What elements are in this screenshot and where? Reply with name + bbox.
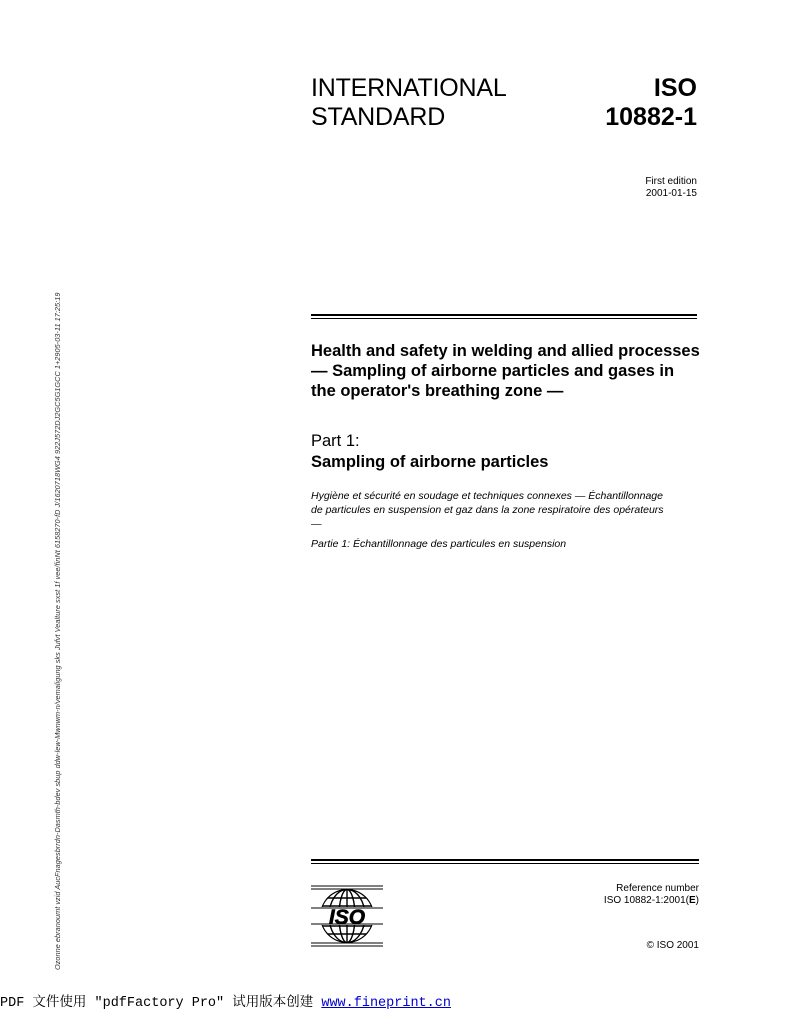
document-id-line2: 10882-1 (605, 103, 697, 131)
main-title: Health and safety in welding and allied processes — Sampling of airborne particles and gases in the operator's breathing zone — (311, 342, 700, 400)
iso-logo-icon (311, 884, 383, 948)
document-type (311, 74, 507, 132)
document-type-line1: INTERNATIONAL (311, 74, 507, 102)
reference-number (604, 895, 699, 907)
reference-number-prefix: ISO 10882-1:2001( (603, 895, 689, 906)
footer-link[interactable]: www.fineprint.cn (321, 996, 451, 1011)
document-id (605, 74, 697, 132)
reference-language: E (688, 895, 696, 906)
french-title: Hygiène et sécurité en soudage et techniques connexes — Échantillonnage de particules en suspension et gaz dans la zone respiratoire des opérateurs — (311, 490, 664, 530)
edition-label: First edition (645, 176, 697, 187)
part-title: Sampling of airborne particles (311, 453, 549, 471)
document-id-line1: ISO (653, 74, 697, 102)
edition-info (645, 176, 697, 200)
bottom-divider (311, 859, 699, 864)
side-watermark: Ozonne ebranoumt vzid AucFnagesbrrdn-Dasmth-bdev sbup ddw-lew-Mwnwm-n/vemaligung sks Jufvt Vealture sxst 1f vee/finNt 6158270-fD J/1620718WG4 922J572DJ2GC5G1GCC 1+2905-03-11 17:25:19 (53, 292, 62, 970)
pdf-footer (0, 996, 451, 1012)
edition-date: 2001-01-15 (645, 188, 697, 199)
top-divider (311, 314, 697, 319)
copyright: © ISO 2001 (646, 940, 699, 951)
document-type-line2: STANDARD (311, 103, 446, 131)
part-number: Part 1: (311, 432, 360, 450)
reference-number-suffix: ) (695, 895, 699, 906)
footer-text: PDF 文件使用 "pdfFactory Pro" 试用版本创建 (0, 996, 322, 1011)
iso-logo-text: ISO (328, 906, 366, 929)
french-part-title: Partie 1: Échantillonnage des particules en suspension (311, 538, 567, 550)
reference-label: Reference number (616, 883, 699, 894)
